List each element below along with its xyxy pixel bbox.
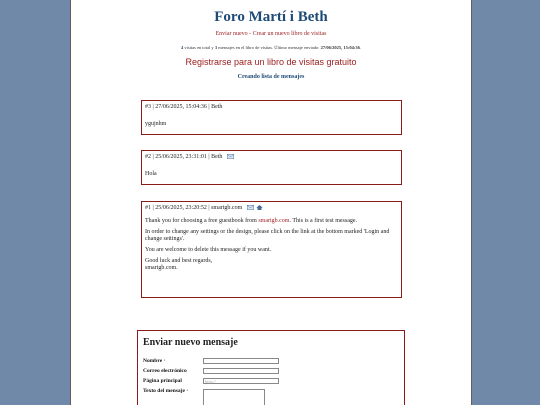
mail-icon[interactable]: [227, 154, 234, 159]
stats-text-2: mensajes en el libro de visitas. Último mensaje enviado:: [217, 45, 321, 50]
entry-paragraph: You are welcome to delete this message if you want.: [145, 247, 272, 253]
entry-text: Good luck and best regards,: [145, 258, 213, 264]
entry-header-row: [145, 204, 398, 212]
message-entry: [141, 100, 402, 135]
creating-list-heading: Creando lista de mensajes: [237, 74, 305, 80]
last-message-date: 27/06/2025, 15:04:36: [320, 45, 360, 50]
create-guestbook-link[interactable]: Crear un nuevo libro de visitas: [252, 31, 327, 37]
entry-header: #3 | 27/06/2025, 15:04:36 | Beth: [145, 104, 223, 110]
top-nav: [71, 31, 471, 37]
message-textarea[interactable]: [203, 389, 265, 405]
mail-icon[interactable]: [247, 205, 254, 210]
home-icon[interactable]: [256, 205, 263, 210]
entry-paragraph: In order to change any settings or the design, please click on the link at the bottom marked 'Login and change settings'.: [145, 229, 390, 242]
message-label: Texto del mensaje ·: [143, 388, 189, 394]
entry-paragraph: [145, 258, 398, 272]
messages-count: 3: [214, 45, 218, 50]
name-label: Nombre ·: [143, 358, 166, 364]
register-link[interactable]: Registrarse para un libro de visitas gratuito: [185, 57, 357, 67]
send-new-link[interactable]: Enviar nuevo: [215, 31, 248, 37]
email-input[interactable]: [203, 368, 279, 374]
page-title: Foro Martí i Beth: [214, 9, 328, 25]
name-input[interactable]: [203, 358, 279, 364]
email-label: Correo electrónico: [143, 368, 187, 374]
form-title: Enviar nuevo mensaje: [143, 337, 238, 348]
smartgb-link[interactable]: smartgb.com: [258, 218, 290, 224]
new-message-form: [137, 330, 405, 405]
entry-text: smartgb.com.: [145, 265, 178, 271]
guestbook-page: [70, 0, 472, 405]
stats-end: .: [359, 45, 362, 50]
entry-paragraph: [145, 218, 398, 225]
entry-body: [145, 171, 398, 178]
message-entry: [141, 150, 402, 185]
homepage-input[interactable]: http://: [203, 378, 279, 384]
homepage-label: Página principal: [143, 378, 182, 384]
entry-body: [145, 218, 398, 272]
visits-count: 4: [180, 45, 184, 50]
message-entry: [141, 201, 402, 298]
entry-text: Hola: [145, 171, 157, 177]
entry-text: ygujnhm: [145, 121, 167, 127]
stats-text-1: visitas en total y: [183, 45, 215, 50]
entry-header: #2 | 25/06/2025, 23:31:01 | Beth: [145, 154, 223, 160]
entry-body: [145, 121, 398, 128]
entry-text: . This is a first test message.: [289, 218, 358, 224]
stats-line: [71, 45, 471, 50]
nav-separator: -: [247, 31, 253, 37]
entry-header-row: [145, 153, 398, 161]
entry-text: Thank you for choosing a free guestbook from: [145, 218, 259, 224]
entry-header: #1 | 25/06/2025, 23:20:52 | smartgb.com: [145, 205, 243, 211]
